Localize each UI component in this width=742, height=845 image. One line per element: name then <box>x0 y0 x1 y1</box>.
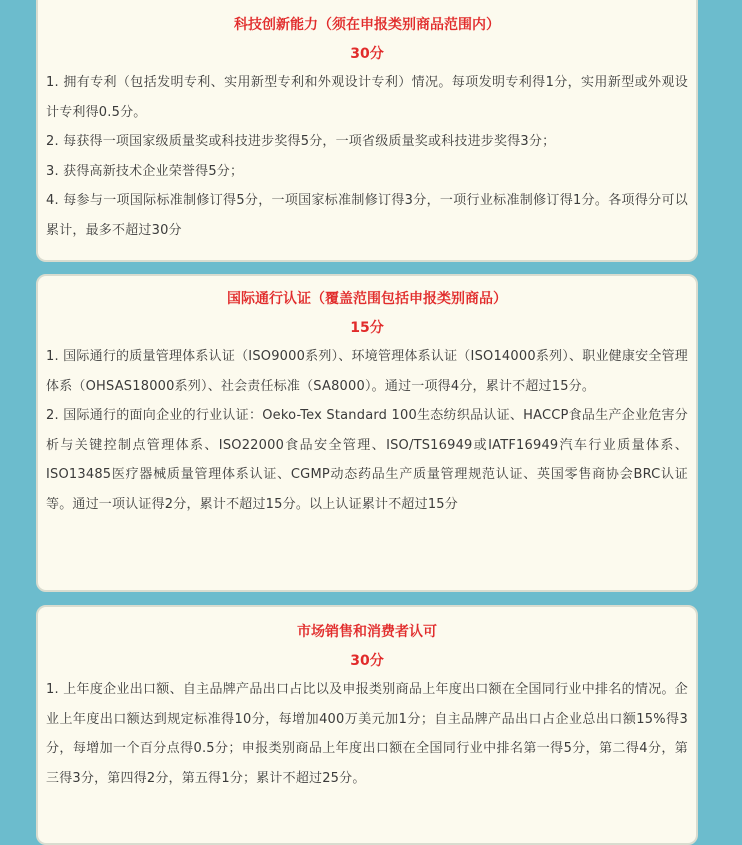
list-item: 1. 上年度企业出口额、自主品牌产品出口占比以及申报类别商品上年度出口额在全国同行业中排名的情况。企业上年度出口额达到规定标准得10分，每增加400万美元加1分；自主品牌产品出口占企业总出口额15%得3分，每增加一个百分点得0.5分；申报类别商品上年度出口额在全国同行业中排名第一得5分，第二得4分，第三得3分，第四得2分，第五得1分；累计不超过25分。 <box>46 682 688 786</box>
list-item: 4. 每参与一项国际标准制修订得5分，一项国家标准制修订得3分，一项行业标准制修订得1分。各项得分可以累计，最多不超过30分 <box>46 193 688 238</box>
card-score: 30分 <box>350 653 384 669</box>
card-title: 市场销售和消费者认可 <box>297 624 437 640</box>
card-market-sales <box>36 605 698 845</box>
card-score: 15分 <box>350 320 384 336</box>
card-international-certification <box>36 274 698 592</box>
list-item: 3. 获得高新技术企业荣誉得5分； <box>46 163 244 179</box>
list-item: 1. 拥有专利（包括发明专利、实用新型专利和外观设计专利）情况。每项发明专利得1分，实用新型或外观设计专利得0.5分。 <box>46 75 688 120</box>
card-tech-innovation <box>36 0 698 262</box>
list-item: 2. 每获得一项国家级质量奖或科技进步奖得5分，一项省级质量奖或科技进步奖得3分； <box>46 134 556 149</box>
card-score: 30分 <box>350 46 384 62</box>
card-title: 科技创新能力（须在申报类别商品范围内） <box>234 17 500 33</box>
card-title: 国际通行认证（覆盖范围包括申报类别商品） <box>227 291 507 307</box>
list-item: 1. 国际通行的质量管理体系认证（ISO9000系列）、环境管理体系认证（ISO14000系列）、职业健康安全管理体系（OHSAS18000系列）、社会责任标准（SA8000）。通过一项得4分，累计不超过15分。 <box>46 349 688 394</box>
list-item: 2. 国际通行的面向企业的行业认证：Oeko-Tex Standard 100生态纺织品认证、HACCP食品生产企业危害分析与关键控制点管理体系、ISO22000食品安全管理、ISO/TS16949或IATF16949汽车行业质量体系、ISO13485医疗器械质量管理体系认证、CGMP动态药品生产质量管理规范认证、英国零售商协会BRC认证等。通过一项认证得2分，累计不超过15分。以上认证累计不超过15分 <box>46 408 688 512</box>
